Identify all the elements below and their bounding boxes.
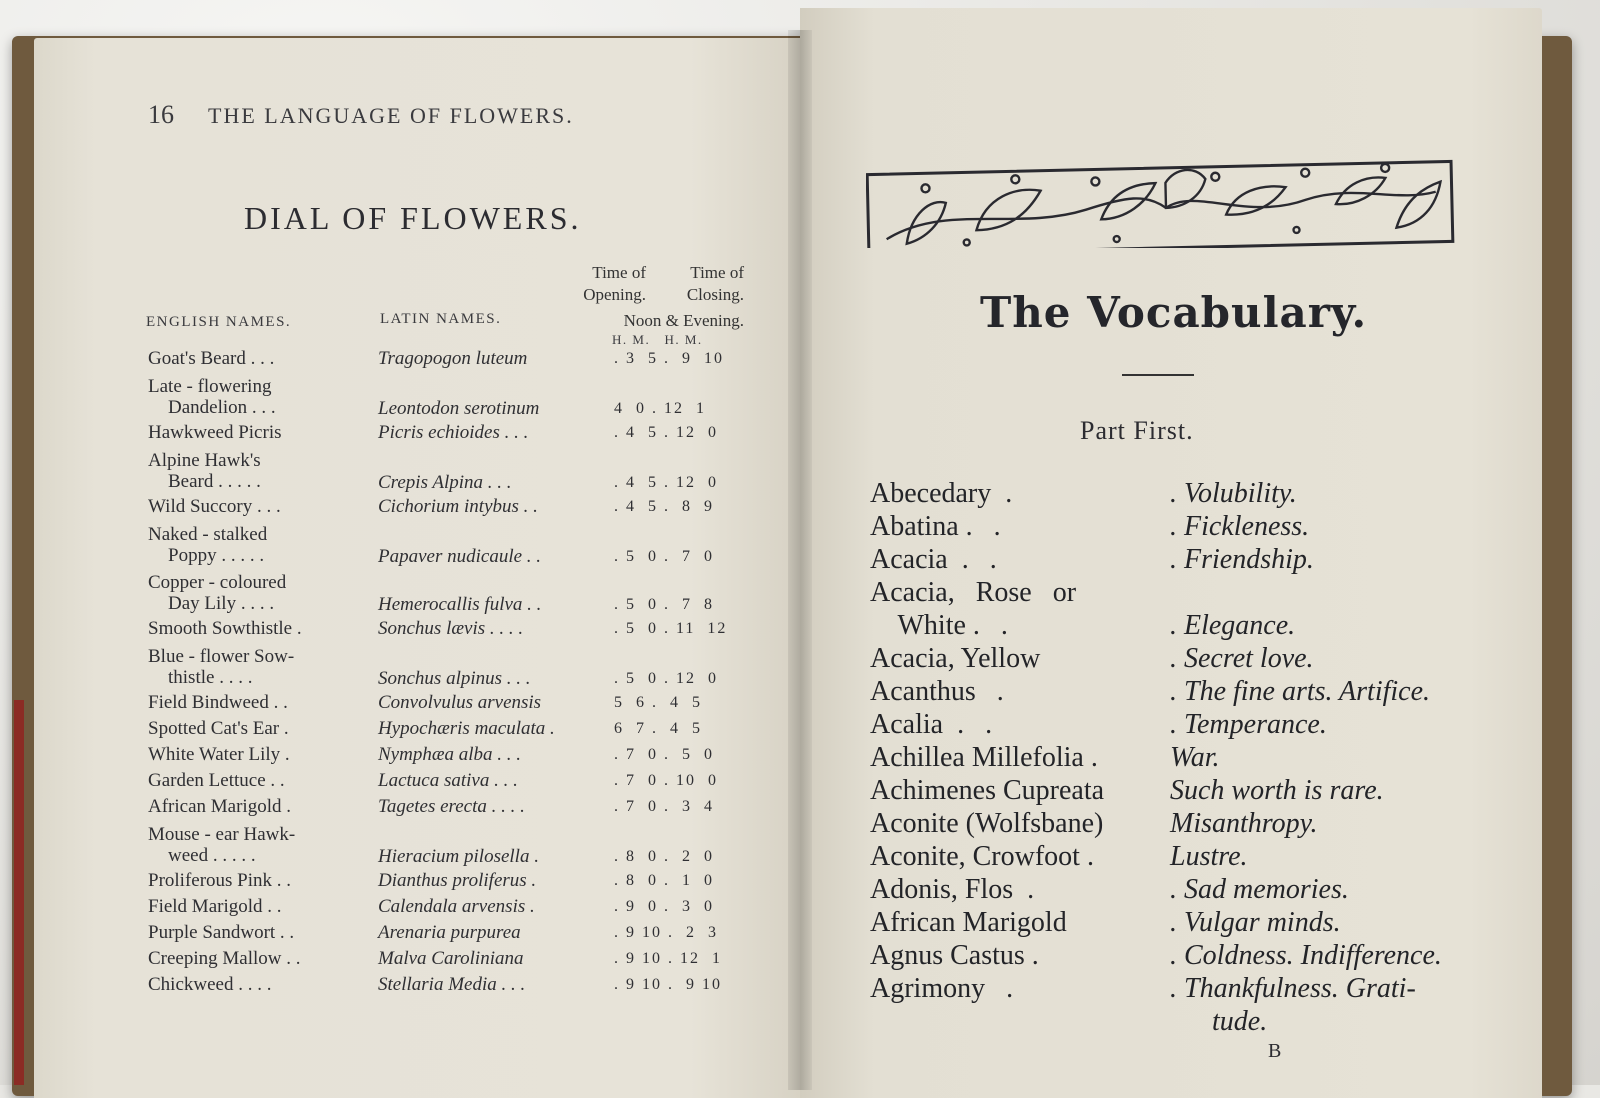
latin-name: Dianthus proliferus . bbox=[378, 870, 537, 891]
english-name-line2: weed . . . . . bbox=[168, 845, 256, 866]
english-name-line1: Proliferous Pink . . bbox=[148, 870, 292, 891]
english-name bbox=[148, 948, 374, 969]
latin-name: Malva Caroliniana bbox=[378, 948, 524, 969]
english-name bbox=[148, 824, 374, 866]
flower-name: Acacia . . bbox=[870, 544, 997, 575]
dial-table bbox=[148, 348, 788, 1000]
times: . 9 10 . 2 3 bbox=[614, 924, 718, 941]
list-item bbox=[870, 841, 1510, 874]
english-name-line1: Wild Succory . . . bbox=[148, 496, 281, 517]
opening-header bbox=[556, 262, 646, 306]
english-name-line1: White Water Lily . bbox=[148, 744, 290, 765]
times: 4 0 . 12 1 bbox=[614, 400, 706, 417]
list-item bbox=[870, 808, 1510, 841]
flower-meaning: . Secret love. bbox=[1170, 643, 1314, 674]
latin-name: Leontodon serotinum bbox=[378, 398, 540, 419]
latin-name: Crepis Alpina . . . bbox=[378, 472, 512, 493]
english-name-line2: Poppy . . . . . bbox=[168, 545, 265, 566]
table-row bbox=[148, 870, 788, 896]
times: . 7 0 . 3 4 bbox=[614, 798, 714, 815]
times: . 5 0 . 12 0 bbox=[614, 670, 718, 687]
english-name-line1: Spotted Cat's Ear . bbox=[148, 718, 289, 739]
english-name bbox=[148, 974, 374, 995]
times: 5 6 . 4 5 bbox=[614, 694, 702, 711]
latin-name: Arenaria purpurea bbox=[378, 922, 521, 943]
opening-header-line2: Opening. bbox=[583, 285, 646, 304]
english-name bbox=[148, 376, 374, 418]
english-name bbox=[148, 422, 374, 443]
english-name-line1: Field Bindweed . . bbox=[148, 692, 288, 713]
flower-meaning: . Volubility. bbox=[1170, 478, 1297, 509]
times: . 5 0 . 7 0 bbox=[614, 548, 714, 565]
english-name-line1: Field Marigold . . bbox=[148, 896, 282, 917]
latin-names-header: LATIN NAMES. bbox=[380, 311, 502, 327]
cover-edge bbox=[14, 700, 24, 1085]
english-name bbox=[148, 496, 374, 517]
closing-header bbox=[652, 262, 744, 306]
opening-header-line1: Time of bbox=[592, 263, 646, 282]
english-name bbox=[148, 618, 374, 639]
flower-name: Agrimony . bbox=[870, 973, 1014, 1004]
english-name bbox=[148, 718, 374, 739]
flower-meaning: War. bbox=[1170, 742, 1220, 773]
latin-name: Sonchus alpinus . . . bbox=[378, 668, 531, 689]
table-row bbox=[148, 422, 788, 448]
list-item bbox=[870, 511, 1510, 544]
table-row bbox=[148, 718, 788, 744]
flower-meaning: Such worth is rare. bbox=[1170, 775, 1384, 806]
english-name bbox=[148, 744, 374, 765]
latin-name: Calendala arvensis . bbox=[378, 896, 535, 917]
flower-meaning: . Temperance. bbox=[1170, 709, 1327, 740]
english-name bbox=[148, 450, 374, 492]
english-name-line1: Purple Sandwort . . bbox=[148, 922, 295, 943]
english-name bbox=[148, 896, 374, 917]
flower-name: Acacia, Rose or bbox=[870, 577, 1077, 608]
list-item bbox=[870, 709, 1510, 742]
flower-name: Acacia, Yellow bbox=[870, 643, 1041, 674]
table-row bbox=[148, 896, 788, 922]
flower-name: Abatina . . bbox=[870, 511, 1001, 542]
flower-meaning: Misanthropy. bbox=[1170, 808, 1318, 839]
table-row bbox=[148, 448, 788, 496]
list-item bbox=[870, 940, 1510, 973]
list-item bbox=[870, 874, 1510, 907]
latin-name: Tragopogon luteum bbox=[378, 348, 528, 369]
english-name bbox=[148, 524, 374, 566]
part-heading: Part First. bbox=[1080, 416, 1194, 445]
flower-meaning: . Elegance. bbox=[1170, 610, 1296, 641]
closing-header-line1: Time of bbox=[690, 263, 744, 282]
list-item bbox=[870, 973, 1510, 1006]
english-name bbox=[148, 922, 374, 943]
english-name-line1: Copper - coloured bbox=[148, 572, 287, 593]
english-name bbox=[148, 692, 374, 713]
hm-header: H. M. H. M. bbox=[612, 332, 703, 347]
times: . 7 0 . 5 0 bbox=[614, 746, 714, 763]
english-name-line1: African Marigold . bbox=[148, 796, 291, 817]
floral-ornament bbox=[866, 138, 1456, 248]
flower-meaning: tude. bbox=[1170, 1006, 1268, 1037]
english-name-line2: Dandelion . . . bbox=[168, 397, 276, 418]
english-name-line1: Blue - flower Sow- bbox=[148, 646, 295, 667]
english-name-line1: Goat's Beard . . . bbox=[148, 348, 275, 369]
english-name-line1: Garden Lettuce . . bbox=[148, 770, 285, 791]
table-row bbox=[148, 770, 788, 796]
flower-name: Acalia . . bbox=[870, 709, 993, 740]
latin-name: Picris echioides . . . bbox=[378, 422, 529, 443]
english-name-line2: Beard . . . . . bbox=[168, 471, 261, 492]
vocabulary-title: The Vocabulary. bbox=[980, 288, 1368, 337]
latin-name: Nymphæa alba . . . bbox=[378, 744, 522, 765]
table-row bbox=[148, 618, 788, 644]
list-item bbox=[870, 610, 1510, 643]
table-row bbox=[148, 570, 788, 618]
flower-meaning: Lustre. bbox=[1170, 841, 1248, 872]
latin-name: Hieracium pilosella . bbox=[378, 846, 539, 867]
latin-name: Papaver nudicaule . . bbox=[378, 546, 542, 567]
table-row bbox=[148, 974, 788, 1000]
table-row bbox=[148, 692, 788, 718]
latin-name: Cichorium intybus . . bbox=[378, 496, 538, 517]
latin-name: Hemerocallis fulva . . bbox=[378, 594, 542, 615]
english-name-line1: Mouse - ear Hawk- bbox=[148, 824, 296, 845]
list-item bbox=[870, 478, 1510, 511]
flower-meaning: . Coldness. Indifference. bbox=[1170, 940, 1442, 971]
list-item bbox=[870, 742, 1510, 775]
vocabulary-list bbox=[870, 478, 1510, 1039]
english-name-line2: Day Lily . . . . bbox=[168, 593, 275, 614]
table-row bbox=[148, 522, 788, 570]
flower-name: African Marigold bbox=[870, 907, 1067, 938]
english-name-line1: Alpine Hawk's bbox=[148, 450, 261, 471]
english-name-line1: Naked - stalked bbox=[148, 524, 268, 545]
english-name-line2: thistle . . . . bbox=[168, 667, 253, 688]
list-item bbox=[870, 643, 1510, 676]
english-name-line1: Creeping Mallow . . bbox=[148, 948, 301, 969]
latin-name: Convolvulus arvensis bbox=[378, 692, 542, 713]
table-row bbox=[148, 348, 788, 374]
times: 6 7 . 4 5 bbox=[614, 720, 702, 737]
english-names-header: ENGLISH NAMES. bbox=[146, 314, 292, 330]
list-item bbox=[870, 775, 1510, 808]
times: . 9 10 . 12 1 bbox=[614, 950, 722, 967]
flower-meaning: . Thankfulness. Grati- bbox=[1170, 973, 1416, 1004]
running-head bbox=[148, 100, 574, 130]
table-row bbox=[148, 822, 788, 870]
title-rule bbox=[1122, 374, 1194, 376]
flower-meaning: . The fine arts. Artifice. bbox=[1170, 676, 1431, 707]
flower-name: Adonis, Flos . bbox=[870, 874, 1035, 905]
flower-meaning: . Sad memories. bbox=[1170, 874, 1349, 905]
flower-meaning: . Fickleness. bbox=[1170, 511, 1310, 542]
table-row bbox=[148, 496, 788, 522]
flower-name: Achimenes Cupreata bbox=[870, 775, 1105, 806]
times: . 4 5 . 8 9 bbox=[614, 498, 714, 515]
latin-name: Stellaria Media . . . bbox=[378, 974, 526, 995]
latin-name: Tagetes erecta . . . . bbox=[378, 796, 525, 817]
times: . 5 0 . 11 12 bbox=[614, 620, 728, 637]
page-number: 16 bbox=[148, 100, 174, 129]
page-title: DIAL OF FLOWERS. bbox=[244, 200, 582, 236]
table-row bbox=[148, 796, 788, 822]
times: . 9 10 . 9 10 bbox=[614, 976, 722, 993]
list-item bbox=[870, 544, 1510, 577]
table-row bbox=[148, 644, 788, 692]
flower-name: Aconite, Crowfoot . bbox=[870, 841, 1094, 872]
times: . 4 5 . 12 0 bbox=[614, 474, 718, 491]
times: . 3 5 . 9 10 bbox=[614, 350, 724, 367]
running-head-text: THE LANGUAGE OF FLOWERS. bbox=[208, 103, 574, 128]
latin-name: Sonchus lævis . . . . bbox=[378, 618, 524, 639]
flower-name: Acanthus . bbox=[870, 676, 1004, 707]
noon-evening-header: Noon & Evening. bbox=[623, 311, 744, 330]
latin-name: Lactuca sativa . . . bbox=[378, 770, 518, 791]
table-row bbox=[148, 744, 788, 770]
signature-mark: B bbox=[1268, 1040, 1282, 1062]
english-name bbox=[148, 796, 374, 817]
english-name-line1: Chickweed . . . . bbox=[148, 974, 272, 995]
times: . 5 0 . 7 8 bbox=[614, 596, 714, 613]
book-gutter bbox=[788, 30, 812, 1090]
closing-header-line2: Closing. bbox=[686, 285, 744, 304]
list-item bbox=[870, 676, 1510, 709]
flower-name: Abecedary . bbox=[870, 478, 1013, 509]
flower-name: Agnus Castus . bbox=[870, 940, 1039, 971]
flower-meaning: . Vulgar minds. bbox=[1170, 907, 1341, 938]
table-row bbox=[148, 948, 788, 974]
table-row bbox=[148, 374, 788, 422]
latin-name: Hypochæris maculata . bbox=[378, 718, 555, 739]
times: . 9 0 . 3 0 bbox=[614, 898, 714, 915]
english-name-line1: Smooth Sowthistle . bbox=[148, 618, 302, 639]
english-name-line1: Hawkweed Picris bbox=[148, 422, 282, 443]
flower-name: Aconite (Wolfsbane) bbox=[870, 808, 1104, 839]
times: . 8 0 . 2 0 bbox=[614, 848, 714, 865]
english-name bbox=[148, 646, 374, 688]
list-item bbox=[870, 907, 1510, 940]
flower-name: Achillea Millefolia . bbox=[870, 742, 1098, 773]
english-name bbox=[148, 572, 374, 614]
english-name-line1: Late - flowering bbox=[148, 376, 272, 397]
english-name bbox=[148, 770, 374, 791]
times: . 8 0 . 1 0 bbox=[614, 872, 714, 889]
times: . 7 0 . 10 0 bbox=[614, 772, 718, 789]
flower-meaning: . Friendship. bbox=[1170, 544, 1314, 575]
english-name bbox=[148, 348, 374, 369]
flower-name: White . . bbox=[870, 610, 1008, 641]
english-name bbox=[148, 870, 374, 891]
table-row bbox=[148, 922, 788, 948]
times: . 4 5 . 12 0 bbox=[614, 424, 718, 441]
list-item bbox=[870, 1006, 1510, 1039]
list-item bbox=[870, 577, 1510, 610]
